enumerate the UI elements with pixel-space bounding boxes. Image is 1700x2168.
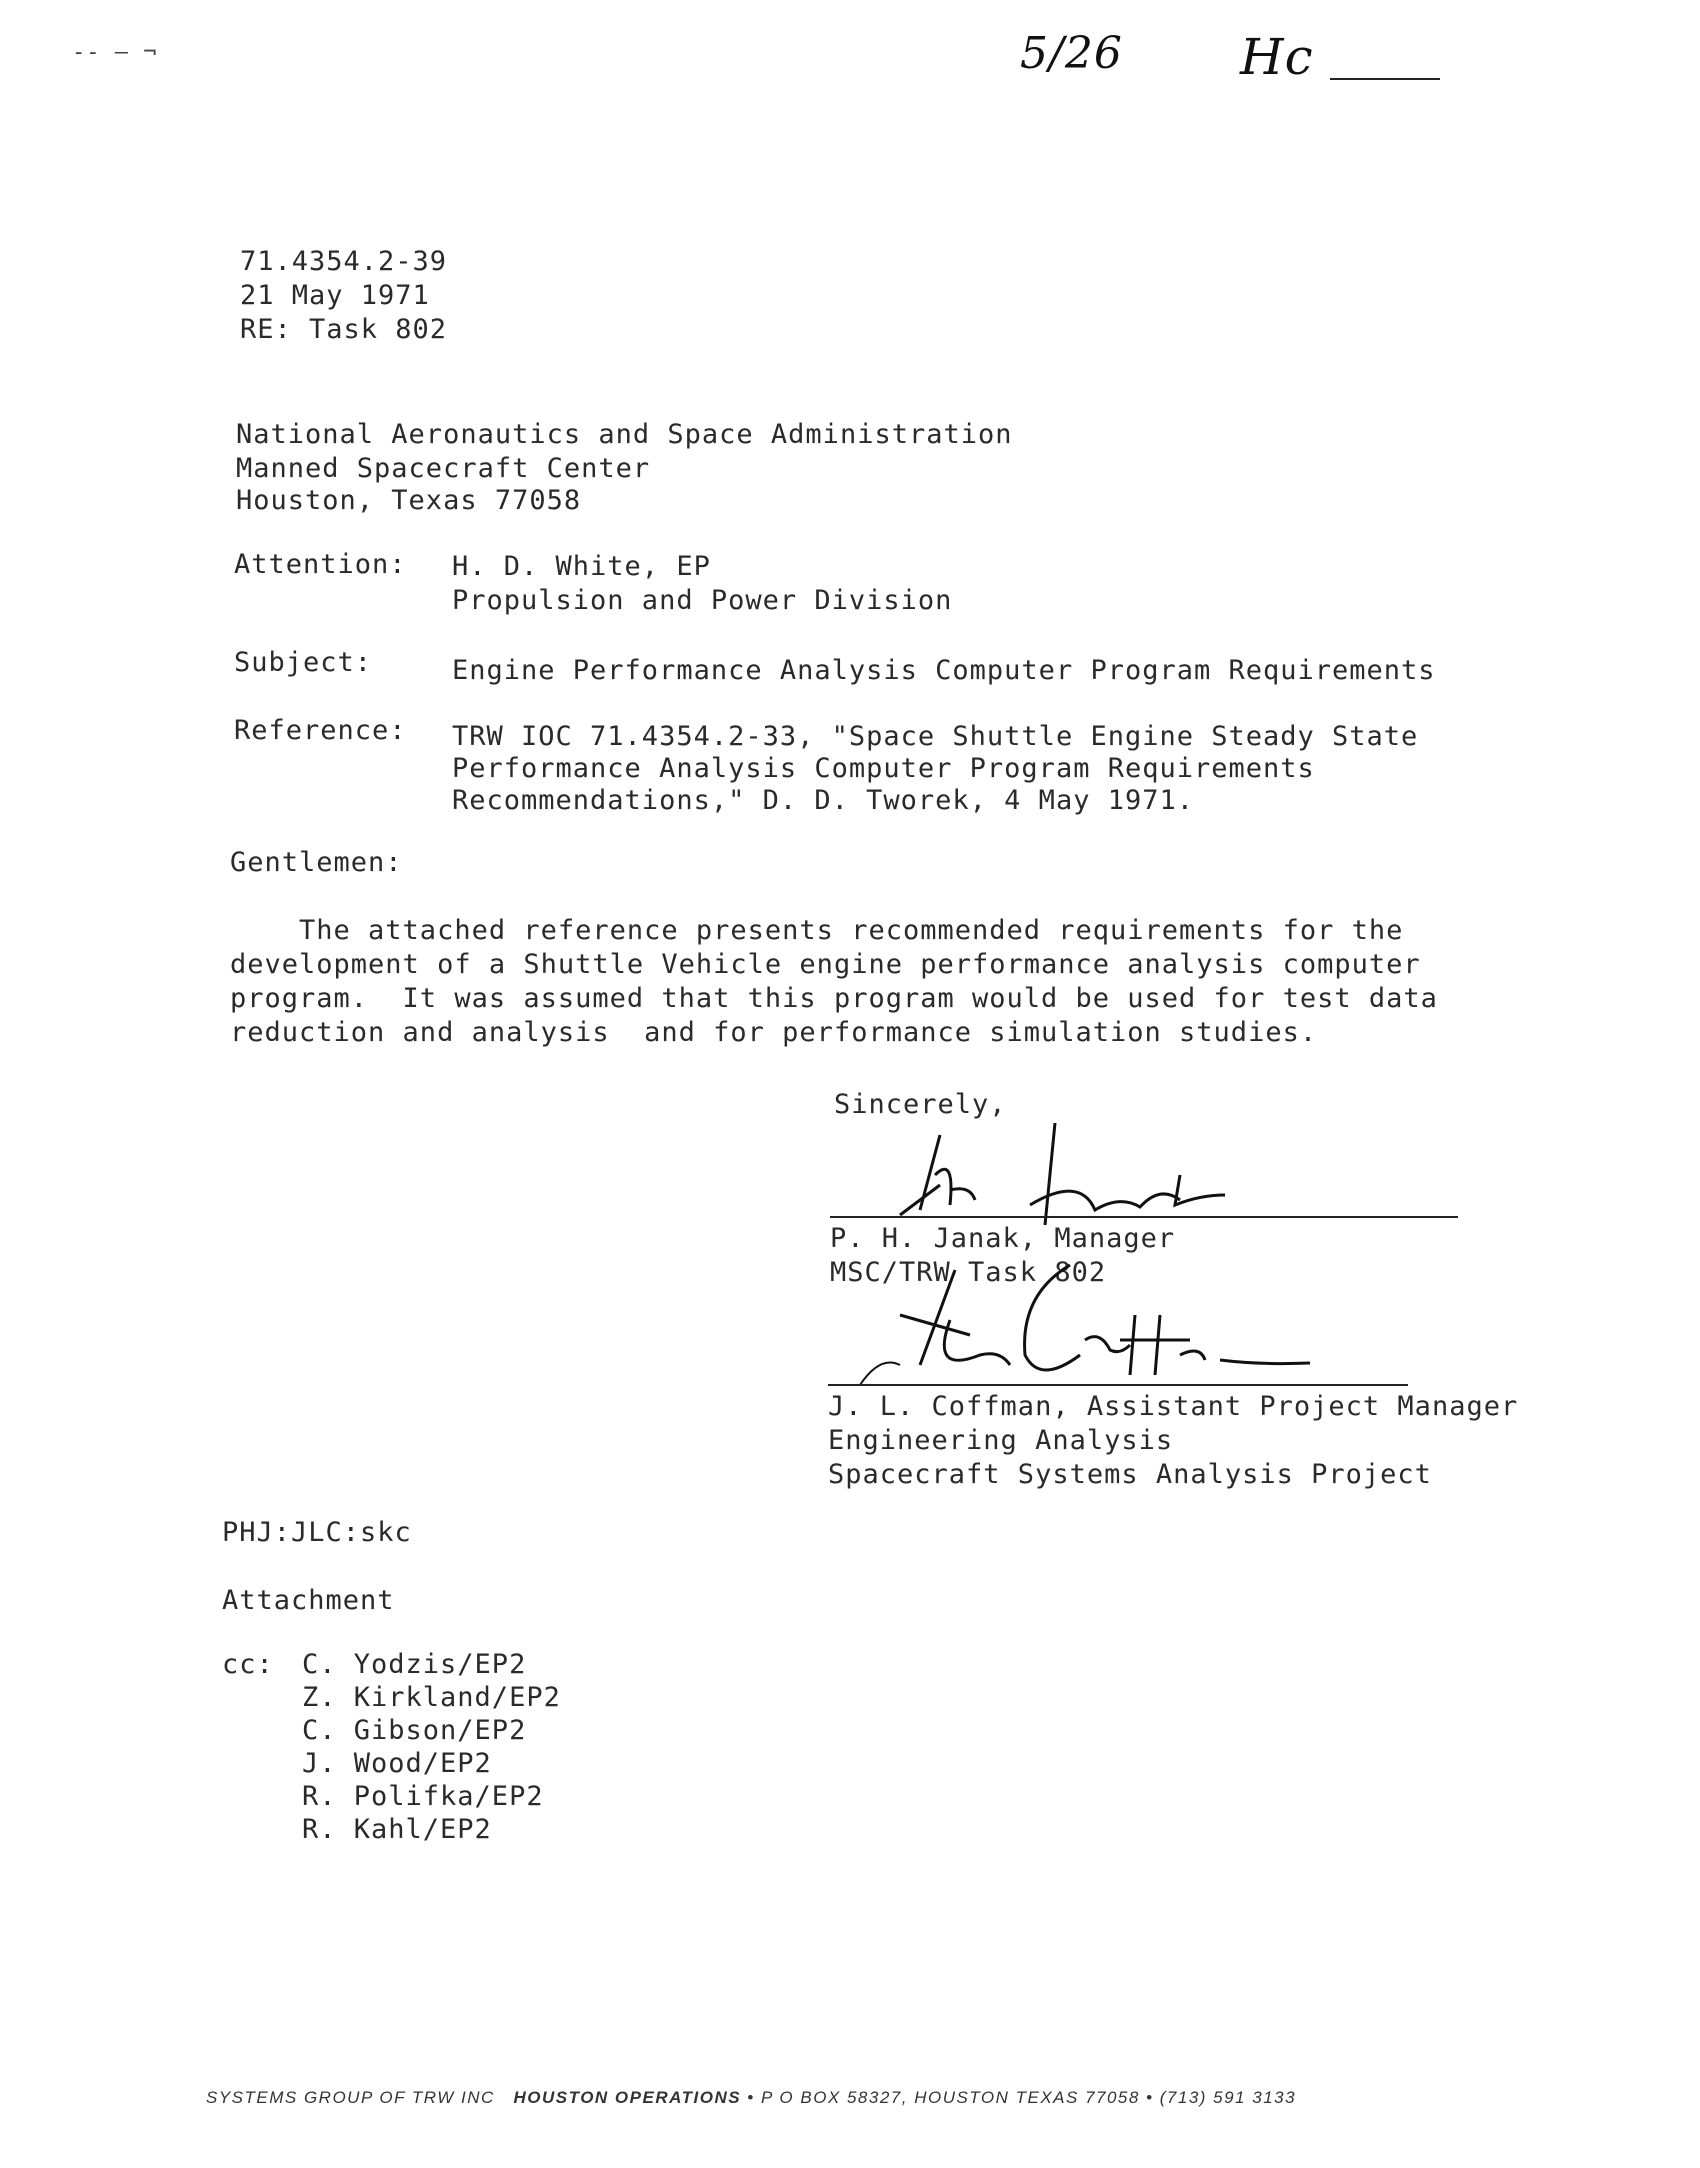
reference-line-3: Recommendations," D. D. Tworek, 4 May 1971. [452, 785, 1194, 816]
cc-recipient: C. Yodzis/EP2 [302, 1649, 527, 1680]
attention-line-2: Propulsion and Power Division [452, 585, 953, 616]
signer2-title-2: Spacecraft Systems Analysis Project [828, 1459, 1432, 1490]
footer-address: • P O BOX 58327, HOUSTON TEXAS 77058 • (713) 591 3133 [747, 2088, 1297, 2107]
coffman-signature [860, 1255, 1320, 1395]
salutation: Gentlemen: [230, 847, 403, 878]
body-line-1: The attached reference presents recommended requirements for the [230, 915, 1404, 946]
cc-recipient: J. Wood/EP2 [302, 1748, 492, 1779]
body-line-2: development of a Shuttle Vehicle engine performance analysis computer [230, 949, 1421, 980]
reference-line-2: Performance Analysis Computer Program Requirements [452, 753, 1315, 784]
footer-division: HOUSTON OPERATIONS [513, 2088, 742, 2107]
address-line-1: National Aeronautics and Space Administration [236, 419, 1013, 450]
signer2-name: J. L. Coffman, Assistant Project Manager [828, 1391, 1519, 1422]
letter-date: 21 May 1971 [240, 280, 430, 311]
cc-label: cc: [222, 1649, 274, 1680]
attention-line-1: H. D. White, EP [452, 551, 711, 582]
signature-line-1 [830, 1216, 1458, 1218]
signature-line-2 [828, 1384, 1408, 1386]
letterhead-footer [206, 2088, 1296, 2108]
signer2-title-1: Engineering Analysis [828, 1425, 1174, 1456]
typist-initials: PHJ:JLC:skc [222, 1517, 412, 1548]
handwritten-initials: Hc [1240, 28, 1314, 86]
attachment-note: Attachment [222, 1585, 395, 1616]
handwritten-dash [1330, 78, 1440, 80]
reference-label: Reference: [234, 715, 407, 746]
reference-line-1: TRW IOC 71.4354.2-33, "Space Shuttle Engine Steady State [452, 721, 1419, 752]
cc-recipient: R. Polifka/EP2 [302, 1781, 544, 1812]
footer-company: SYSTEMS GROUP OF TRW INC [206, 2088, 495, 2107]
cc-recipient: C. Gibson/EP2 [302, 1715, 527, 1746]
body-line-3: program. It was assumed that this program would be used for test data [230, 983, 1438, 1014]
body-line-4: reduction and analysis and for performance simulation studies. [230, 1017, 1318, 1048]
closing: Sincerely, [834, 1089, 1007, 1120]
stray-marks: -- — ¬ [72, 40, 158, 65]
handwritten-date: 5/26 [1020, 28, 1123, 79]
attention-label: Attention: [234, 549, 407, 580]
subject-text: Engine Performance Analysis Computer Program Requirements [452, 655, 1436, 686]
subject-label: Subject: [234, 647, 373, 678]
address-line-2: Manned Spacecraft Center [236, 453, 651, 484]
re-line: RE: Task 802 [240, 314, 448, 345]
cc-recipient: Z. Kirkland/EP2 [302, 1682, 561, 1713]
signer1-name: P. H. Janak, Manager [830, 1223, 1176, 1254]
cc-recipient: R. Kahl/EP2 [302, 1814, 492, 1845]
signer1-title: MSC/TRW Task 802 [830, 1257, 1107, 1288]
reference-number: 71.4354.2-39 [240, 246, 448, 277]
address-line-3: Houston, Texas 77058 [236, 485, 582, 516]
